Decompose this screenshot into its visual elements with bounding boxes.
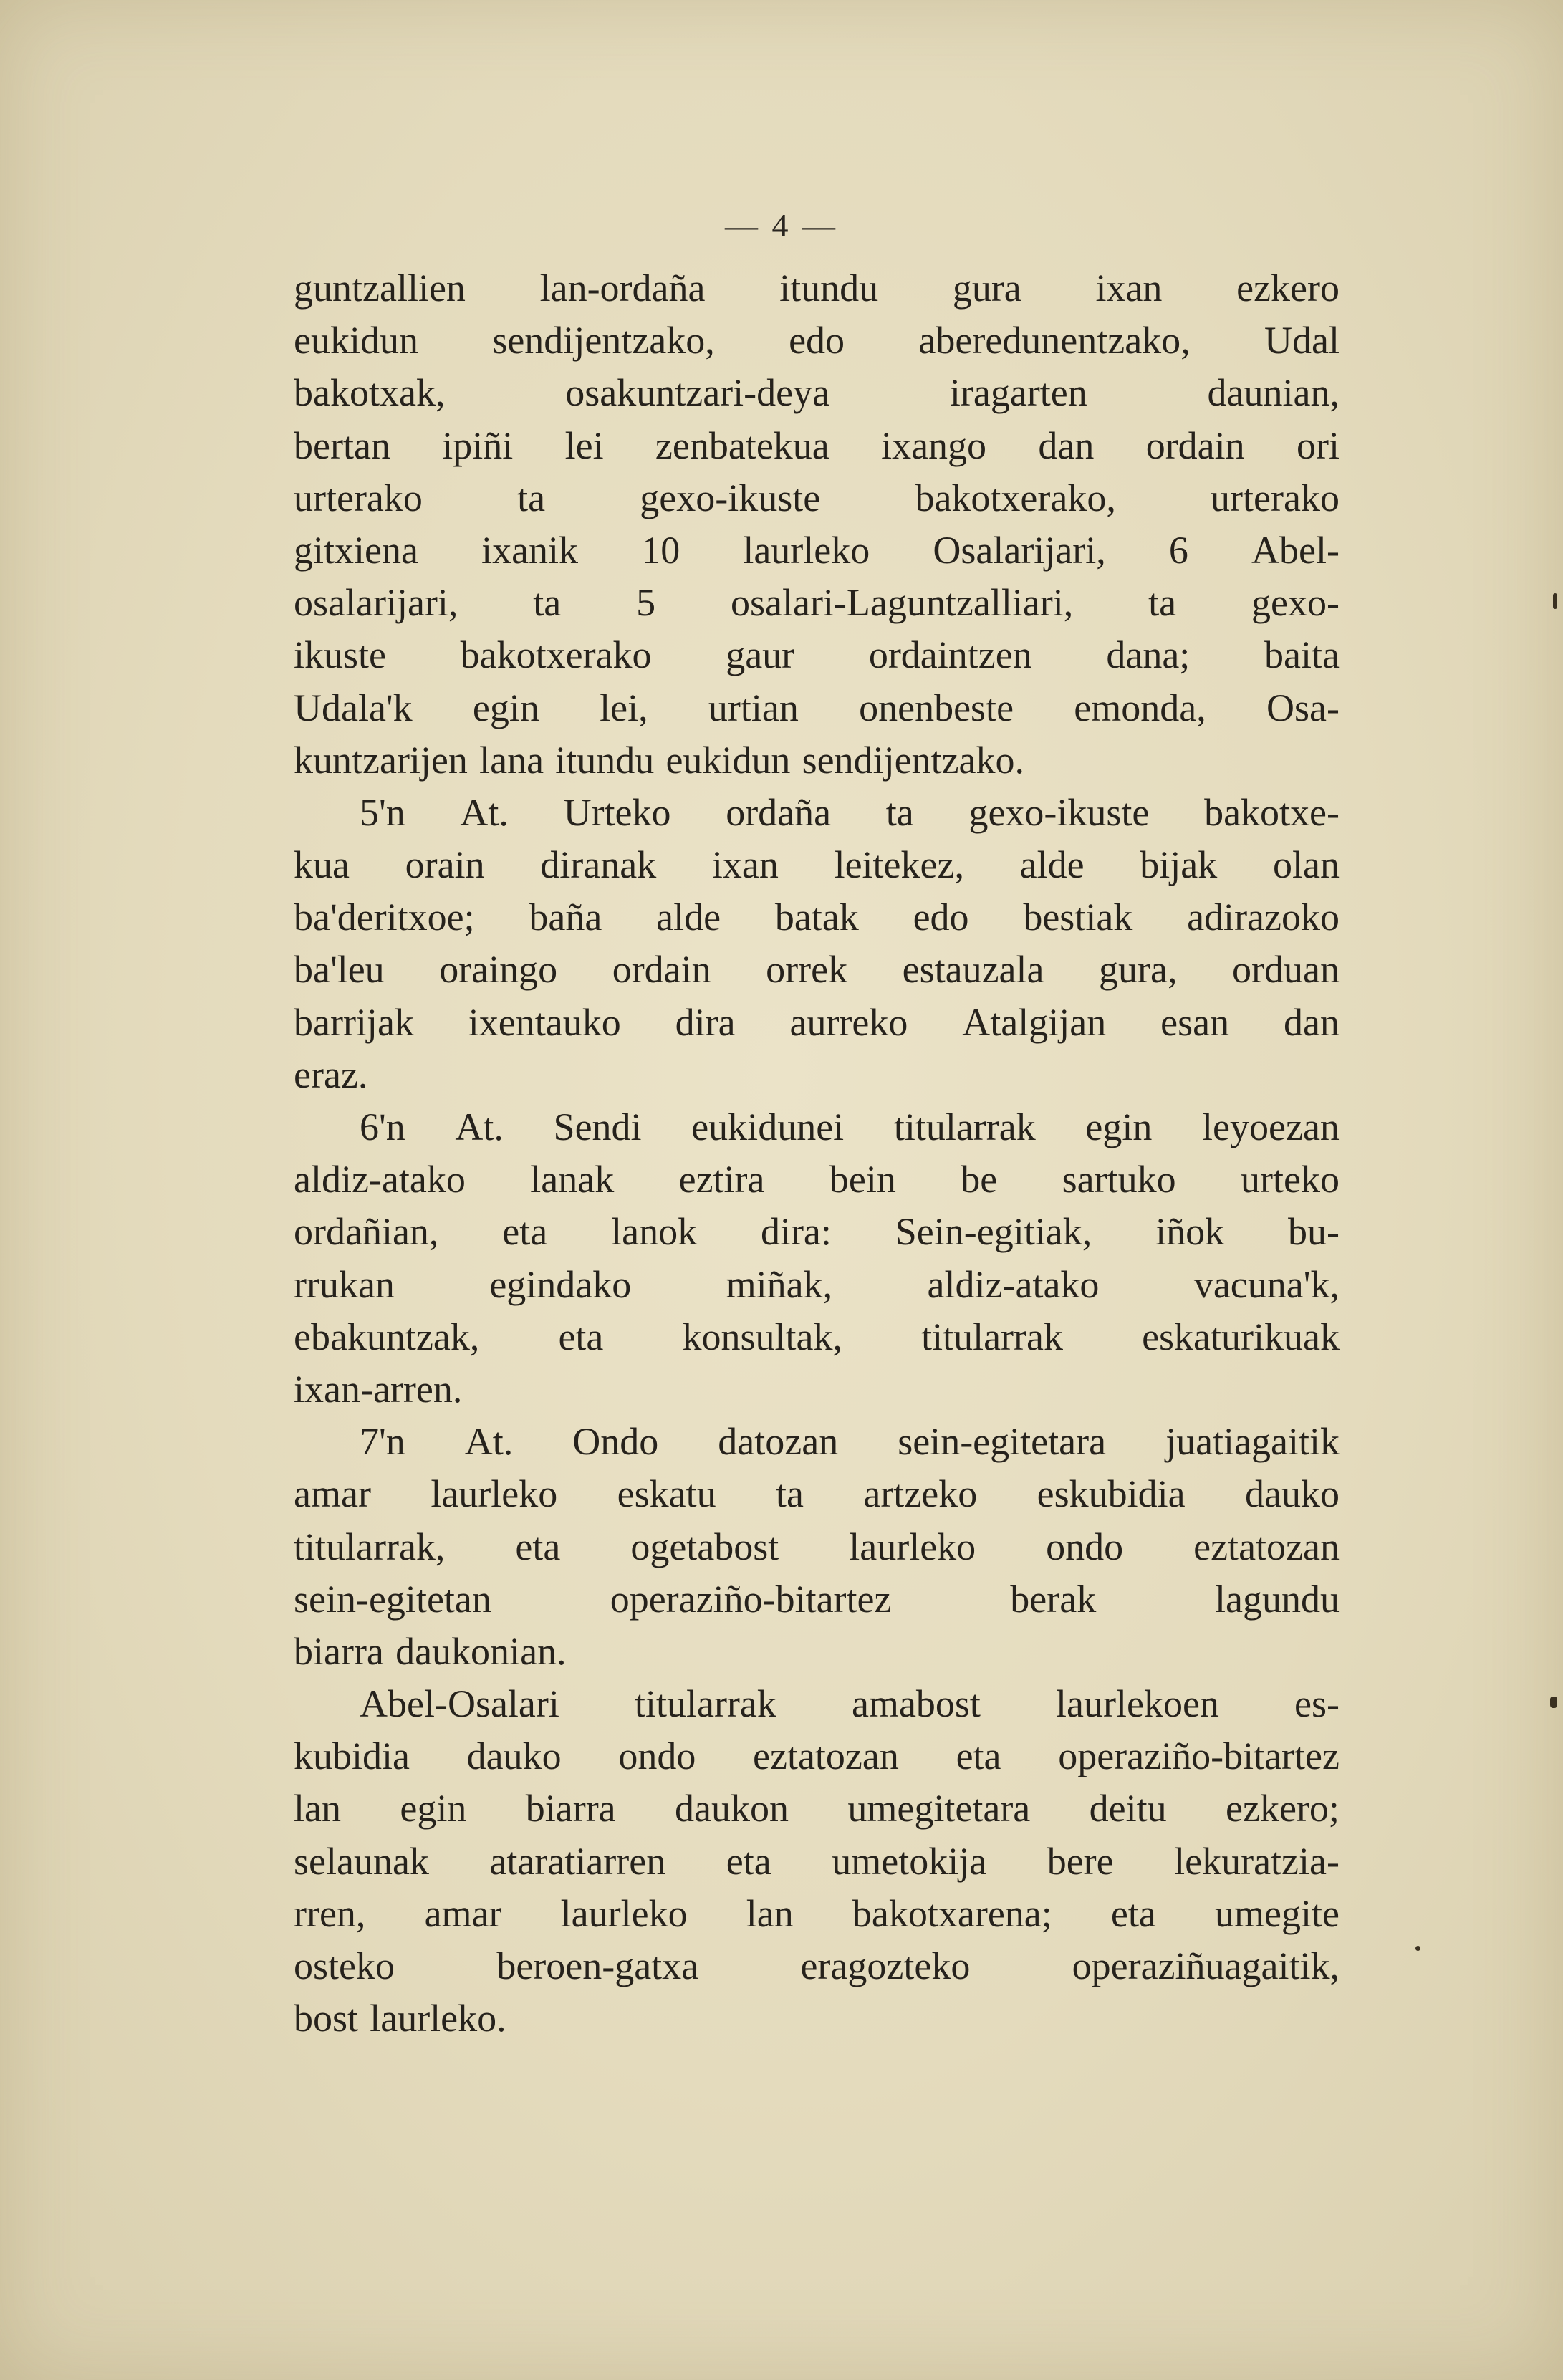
- text-line: 5'n At. Urteko ordaña ta gexo-ikuste bakotxe-: [360, 790, 1340, 834]
- text-line: 7'n At. Ondo datozan sein-egitetara juatiagaitik: [360, 1420, 1340, 1464]
- paper-speck: [1415, 1946, 1420, 1951]
- text-line: kua orain diranak ixan leitekez, alde bijak olan: [294, 843, 1340, 887]
- text-line: osalarijari, ta 5 osalari-Laguntzalliari, ta gexo-: [294, 581, 1340, 625]
- text-line: Abel-Osalari titularrak amabost laurlekoen es-: [360, 1682, 1340, 1726]
- text-line: Udala'k egin lei, urtian onenbeste emonda, Osa-: [294, 686, 1340, 729]
- text-line: 6'n At. Sendi eukidunei titularrak egin leyoezan: [360, 1105, 1340, 1148]
- text-line: gitxiena ixanik 10 laurleko Osalarijari, 6 Abel-: [294, 528, 1340, 572]
- text-line: aldiz-atako lanak eztira bein be sartuko urteko: [294, 1158, 1340, 1201]
- text-line: rrukan egindako miñak, aldiz-atako vacuna'k,: [294, 1262, 1340, 1306]
- text-line: guntzallien lan-ordaña itundu gura ixan ezkero: [294, 267, 1340, 310]
- text-line: ebakuntzak, eta konsultak, titularrak eskaturikuak: [294, 1315, 1340, 1358]
- paper-speck: [1553, 593, 1557, 609]
- text-line: bakotxak, osakuntzari-deya iragarten daunian,: [294, 371, 1340, 415]
- text-line: osteko beroen-gatxa eragozteko operaziñuagaitik,: [294, 1944, 1340, 1987]
- text-line: bost laurleko.: [294, 1997, 506, 2040]
- text-line: ba'leu oraingo ordain orrek estauzala gura, orduan: [294, 948, 1340, 992]
- text-line: sein-egitetan operaziño-bitartez berak lagundu: [294, 1577, 1340, 1621]
- text-line: ba'deritxoe; baña alde batak edo bestiak adirazoko: [294, 896, 1340, 939]
- text-line: eraz.: [294, 1052, 368, 1096]
- page-number: — 4 —: [725, 207, 838, 244]
- text-line: amar laurleko eskatu ta artzeko eskubidia dauko: [294, 1472, 1340, 1516]
- text-line: titularrak, eta ogetabost laurleko ondo eztatozan: [294, 1525, 1340, 1568]
- text-line: selaunak ataratiarren eta umetokija bere lekuratzia-: [294, 1839, 1340, 1883]
- text-line: bertan ipiñi lei zenbatekua ixango dan ordain ori: [294, 423, 1340, 467]
- text-line: ordañian, eta lanok dira: Sein-egitiak, iñok bu-: [294, 1210, 1340, 1254]
- text-line: ikuste bakotxerako gaur ordaintzen dana; baita: [294, 633, 1340, 677]
- text-line: ixan-arren.: [294, 1367, 463, 1411]
- text-line: kubidia dauko ondo eztatozan eta operaziño-bitartez: [294, 1734, 1340, 1778]
- text-line: urterako ta gexo-ikuste bakotxerako, urterako: [294, 476, 1340, 519]
- text-line: kuntzarijen lana itundu eukidun sendijentzako.: [294, 738, 1025, 782]
- text-line: biarra daukonian.: [294, 1629, 567, 1673]
- paper-speck: [1550, 1697, 1557, 1708]
- text-line: rren, amar laurleko lan bakotxarena; eta umegite: [294, 1891, 1340, 1935]
- body-text: [294, 262, 1340, 2045]
- text-line: barrijak ixentauko dira aurreko Atalgijan esan dan: [294, 1000, 1340, 1044]
- text-line: eukidun sendijentzako, edo aberedunentzako, Udal: [294, 319, 1340, 363]
- text-line: lan egin biarra daukon umegitetara deitu ezkero;: [294, 1787, 1340, 1830]
